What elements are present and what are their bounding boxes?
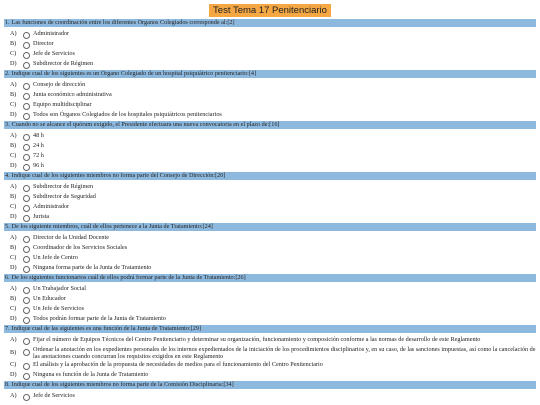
question (4, 121, 536, 171)
option-text: Subdirector de Seguridad (33, 193, 96, 200)
answer-option[interactable] (4, 90, 536, 100)
option-letter: B) (10, 193, 17, 200)
question-header (4, 274, 536, 282)
answer-option[interactable] (4, 29, 536, 39)
question-text: Indique cual de los siguientes miembros no forma parte del Consejo de Dirección:[20] (11, 172, 226, 179)
radio-button[interactable] (23, 256, 30, 263)
answer-option[interactable] (4, 110, 536, 120)
option-text: Jefe de Servicios (33, 50, 75, 57)
option-text: Equipo multidisciplinar (33, 101, 92, 108)
option-letter: A) (10, 132, 17, 139)
radio-button[interactable] (23, 83, 30, 90)
radio-button[interactable] (23, 134, 30, 141)
option-text: Administrador (33, 203, 70, 210)
answer-option[interactable] (4, 151, 536, 161)
option-list (4, 131, 536, 171)
answer-option[interactable] (4, 161, 536, 171)
option-letter: A) (10, 30, 17, 37)
radio-button[interactable] (23, 113, 30, 120)
answer-option[interactable] (4, 370, 536, 380)
option-text: Ninguna es función de la Junta de Tratamiento (33, 371, 149, 378)
answer-option[interactable] (4, 212, 536, 222)
question (4, 274, 536, 324)
radio-button[interactable] (23, 287, 30, 294)
radio-button[interactable] (23, 205, 30, 212)
question (4, 19, 536, 69)
question (4, 381, 536, 401)
question-text: De los siguientes funcionarios cuál de ellos podrá formar parte de la Junta de Tratamiento:[26] (11, 274, 246, 281)
option-letter: A) (10, 392, 17, 399)
option-text: 48 h (33, 132, 44, 139)
option-letter: B) (10, 91, 17, 98)
option-text: 24 h (33, 142, 44, 149)
answer-option[interactable] (4, 80, 536, 90)
option-letter: B) (10, 244, 17, 251)
question-number: 6. (5, 274, 10, 281)
answer-option[interactable] (4, 131, 536, 141)
question (4, 325, 536, 380)
answer-option[interactable] (4, 253, 536, 263)
question-number: 3. (5, 121, 10, 128)
question-text: Indique cual de las siguientes es una función de la Junta de Tratamiento:[29] (11, 325, 201, 332)
question-header (4, 19, 536, 27)
option-text: 96 h (33, 162, 44, 169)
radio-button[interactable] (23, 297, 30, 304)
radio-button[interactable] (23, 215, 30, 222)
option-text: Todos podrán formar parte de la Junta de Tratamiento (33, 315, 166, 322)
answer-option[interactable] (4, 243, 536, 253)
page-title: Test Tema 17 Penitenciario (209, 4, 331, 17)
question-header (4, 121, 536, 129)
option-letter: D) (10, 315, 17, 322)
option-letter: D) (10, 162, 17, 169)
option-list (4, 284, 536, 324)
option-letter: C) (10, 101, 17, 108)
radio-button[interactable] (23, 154, 30, 161)
answer-option[interactable] (4, 192, 536, 202)
question (4, 70, 536, 120)
option-letter: D) (10, 264, 17, 271)
option-list (4, 182, 536, 222)
radio-button[interactable] (23, 266, 30, 273)
radio-button[interactable] (23, 338, 30, 345)
answer-option[interactable] (4, 100, 536, 110)
option-text: Coordinador de los Servicios Sociales (33, 244, 128, 251)
question-header (4, 172, 536, 180)
answer-option[interactable] (4, 49, 536, 59)
question-header (4, 223, 536, 231)
question-header (4, 70, 536, 78)
option-text: Subdirector de Régimen (33, 60, 94, 67)
question-number: 4. (5, 172, 10, 179)
radio-button[interactable] (23, 246, 30, 253)
answer-option[interactable] (4, 304, 536, 314)
answer-option[interactable] (4, 314, 536, 324)
option-text: Director de la Unidad Docente (33, 234, 109, 241)
option-text: Un Educador (33, 295, 66, 302)
option-letter: D) (10, 111, 17, 118)
question-number: 7. (5, 325, 10, 332)
radio-button[interactable] (23, 195, 30, 202)
question-text: De los siguiente miembros, cuál de ellos pertenece a la Junta de Tratamiento:[24] (11, 223, 213, 230)
option-letter: C) (10, 203, 17, 210)
option-letter: B) (10, 349, 17, 356)
question-number: 5. (5, 223, 10, 230)
question-text: Indique cual de los siguientes es un Órgano Colegiado de un hospital psiquiátrico penitenciario:[4] (11, 70, 257, 77)
radio-button[interactable] (23, 236, 30, 243)
option-text: Ordenar la anotación en los expedientes personales de los internos expedientados de la iniciación de los procedimientos disciplinarios y, en su caso, de las sanciones impuestas, así como la cancelación de las anotaciones cuando concurran los requisitos exigidos en este Reglamento (33, 345, 536, 360)
option-letter: A) (10, 81, 17, 88)
answer-option[interactable] (4, 294, 536, 304)
question (4, 223, 536, 273)
option-text: Administrador (33, 30, 70, 37)
question-number: 8. (5, 381, 10, 388)
option-list (4, 335, 536, 380)
question-header (4, 381, 536, 389)
radio-button[interactable] (23, 52, 30, 59)
answer-option[interactable] (4, 59, 536, 69)
radio-button[interactable] (23, 62, 30, 69)
option-letter: C) (10, 152, 17, 159)
question-text: Las funciones de coordinación entre los diferentes Órganos Colegiados corresponde al:[2] (11, 19, 235, 26)
question-text: Cuando no se alcance el quórum exigido, el Presidente efectuara una nueva convocatoria en el plazo de:[16] (11, 121, 280, 128)
answer-option[interactable] (4, 335, 536, 345)
option-text: Todos son Órganos Colegiados de los hospitales psiquiátricos penitenciarios (33, 111, 222, 118)
option-letter: A) (10, 336, 17, 343)
option-list (4, 233, 536, 273)
option-text: Jefe de Servicios (33, 392, 75, 399)
option-letter: D) (10, 60, 17, 67)
radio-button[interactable] (23, 185, 30, 192)
option-text: Ninguna forma parte de la Junta de Tratamiento (33, 264, 152, 271)
title-container (0, 0, 540, 19)
option-text: Subdirector de Régimen (33, 183, 94, 190)
question-header (4, 325, 536, 333)
option-text: Un Jefe de Servicios (33, 305, 85, 312)
question (4, 172, 536, 222)
radio-button[interactable] (23, 42, 30, 49)
option-text: Un Jefe de Centro (33, 254, 78, 261)
radio-button[interactable] (23, 373, 30, 380)
question-number: 1. (5, 19, 10, 26)
question-number: 2. (5, 70, 10, 77)
option-letter: B) (10, 142, 17, 149)
radio-button[interactable] (23, 307, 30, 314)
answer-option[interactable] (4, 345, 536, 360)
option-letter: C) (10, 50, 17, 57)
option-text: Fijar el número de Equipos Técnicos del Centro Penitenciario y determinar su organización, funcionamiento y composición conforme a las normas de desarrollo de este Reglamento (33, 336, 481, 343)
radio-button[interactable] (23, 164, 30, 171)
radio-button[interactable] (23, 144, 30, 151)
question-text: Indique cual de los siguientes miembros no forma parte de la Comisión Disciplinaria:[34] (11, 381, 234, 388)
radio-button[interactable] (23, 103, 30, 110)
option-letter: C) (10, 305, 17, 312)
answer-option[interactable] (4, 360, 536, 370)
option-list (4, 80, 536, 120)
option-text: 72 h (33, 152, 44, 159)
option-list (4, 29, 536, 69)
option-letter: D) (10, 371, 17, 378)
radio-button[interactable] (23, 93, 30, 100)
answer-option[interactable] (4, 263, 536, 273)
option-letter: A) (10, 234, 17, 241)
answer-option[interactable] (4, 202, 536, 212)
answer-option[interactable] (4, 39, 536, 49)
option-text: El análisis y la aprobación de la propuesta de necesidades de medios para el funcionamiento del Centro Penitenciario (33, 361, 323, 368)
option-text: Consejo de dirección (33, 81, 86, 88)
option-list (4, 391, 536, 401)
answer-option[interactable] (4, 233, 536, 243)
option-letter: B) (10, 40, 17, 47)
option-letter: C) (10, 361, 17, 368)
option-text: Jurista (33, 213, 50, 220)
radio-button[interactable] (23, 394, 30, 401)
radio-button[interactable] (23, 349, 30, 356)
question-list (0, 19, 540, 401)
option-letter: B) (10, 295, 17, 302)
answer-option[interactable] (4, 141, 536, 151)
radio-button[interactable] (23, 317, 30, 324)
answer-option[interactable] (4, 391, 536, 401)
option-text: Director (33, 40, 54, 47)
option-letter: A) (10, 183, 17, 190)
option-letter: D) (10, 213, 17, 220)
option-text: Junta económico administrativa (33, 91, 112, 98)
radio-button[interactable] (23, 32, 30, 39)
option-letter: C) (10, 254, 17, 261)
option-letter: A) (10, 285, 17, 292)
radio-button[interactable] (23, 363, 30, 370)
answer-option[interactable] (4, 182, 536, 192)
answer-option[interactable] (4, 284, 536, 294)
option-text: Un Trabajador Social (33, 285, 86, 292)
